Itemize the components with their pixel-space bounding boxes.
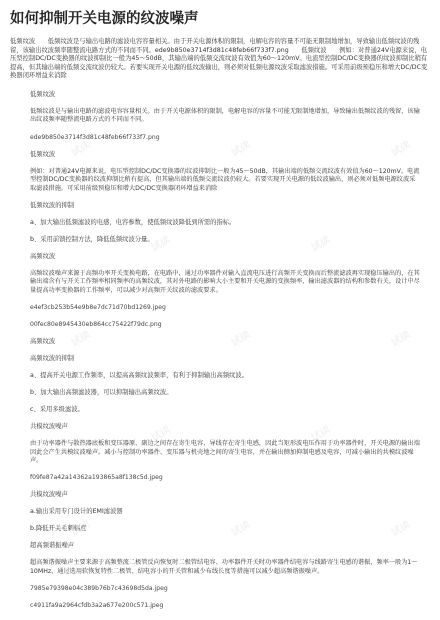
image-filename: f09fe87a42a14362a193865a8f138c5d.jpeg	[30, 474, 163, 482]
section-heading: 高频纹波	[30, 253, 56, 260]
watermark-text: 试读	[229, 139, 253, 159]
image-filename: ede9b850e3714f3d81c48feb66f733f7.png	[30, 133, 160, 141]
section-heading: 超高频谐振噪声	[30, 542, 75, 550]
intro-paragraph: 低频纹波 低频纹波是与输出电路的滤波电容容量相关。由于开关电源体积的限制，电解电容的容量不可能无限制地增加，导致输出低频纹波的残留，该输出纹波频率随整流电路方式的不同而不同。ede9b850e3714f3d81c48feb66f733f7.png 低频纹波 例如：对普通24V电源来说，电压型控制DC/DC变换器的纹波抑制比一般为45～50dB，其输出端的低频交流纹波有效值为60～120mV。电流型控制DC/DC变换器的纹波抑制比稍有提高，但其输出端的低频交流纹波仍较大。若要实现开关电源的低纹波输出，则必须对低频电源纹波采取滤波措施。可采用前级预稳压和增大DC/DC变换器闭环增益来消除	[10, 38, 428, 80]
section-heading: a、提高开关电源工作频率，以提高高频纹波频率，有利于抑制输出高频纹波。	[30, 372, 248, 380]
watermark-text: 试读	[389, 519, 413, 539]
section-heading: b、采用前馈控制方法，降低低频纹波分量。	[30, 236, 154, 243]
watermark-text: 试读	[389, 139, 413, 159]
document-body	[10, 91, 430, 610]
watermark-text: 试读	[149, 234, 173, 254]
section-heading: 低频纹波	[30, 90, 56, 98]
body-paragraph: 例如：对普通24V电源来说，电压型控制DC/DC变换器的纹波抑制比一般为45～50dB，其输出端的低频交流纹波有效值为60～120mV。电流型控制DC/DC变换器的纹波抑制比稍有提高，但其输出端的低频交流纹波仍较大。若要实现开关电源的低纹波输出，则必须对低频电源纹波采取滤波措施。可采用前级预稳压和增大DC/DC变换器闭环增益来消除	[30, 167, 420, 192]
watermark-text: 试读	[69, 519, 93, 539]
section-heading: c、采用多级滤波。	[30, 406, 84, 414]
watermark-text: 试读	[229, 329, 253, 349]
watermark-text: 试读	[389, 329, 413, 349]
image-filename: 7985e79398e04c389b76b7c43698d5da.jpeg	[30, 585, 168, 593]
watermark-text: 试读	[229, 519, 253, 539]
watermark-text: 试读	[309, 424, 333, 444]
section-heading: 高频纹波	[30, 338, 56, 346]
watermark-text: 试读	[69, 329, 93, 349]
section-heading: 共模纹波噪声	[30, 423, 68, 431]
section-heading: a、加大输出低频滤波的电感，电容参数，使低频纹波降低到所需的指标。	[30, 219, 236, 226]
section-heading: 共模纹波噪声	[30, 491, 68, 499]
section-heading: b、加大输出高频滤波器，可以抑制输出高频纹波。	[30, 389, 173, 397]
body-paragraph: 由于功率器件与散热器底板和变压器原、副边之间存在寄生电容，导线存在寄生电感，因此当矩形波电压作用于功率器件时，开关电源的输出端因此会产生共模纹波噪声。减小与控制功率器件、变压器与机壳地之间的寄生电容，并在输出侧加抑制电感及电容，可减小输出的共模纹波噪声。	[30, 440, 420, 465]
section-heading: 高频纹波的抑制	[30, 355, 75, 363]
section-heading: 低频纹波的抑制	[30, 202, 75, 209]
image-filename: 00fec80e8945430eb864cc75422f79dc.png	[30, 321, 162, 329]
section-heading: 低频纹波	[30, 150, 56, 158]
watermark-text: 试读	[69, 139, 93, 159]
body-paragraph: 高频纹波噪声来源于高频功率开关变换电路，在电路中，通过功率器件对输入直流电压进行高频开关变换而后整流滤波再实现稳压输出的，在其输出端含有与开关工作频率相同频率的高频纹波，其对外电路的影响大小主要和开关电源的变换频率、输出滤波器的结构和参数有关，设计中尽量提高功率变换器的工作频率，可以减少对高频开关纹波的滤波要求。	[30, 270, 420, 294]
section-heading: a.输出采用专门设计的EMI滤波器	[30, 508, 123, 516]
body-paragraph: 低频纹波是与输出电路的滤波电容容量相关。由于开关电源体积的限制，电解电容的容量不可能无限制地增加，导致输出低频纹波的残留，该输出纹波频率随整流电路方式的不同而不同。	[30, 107, 420, 124]
watermark-text: 试读	[309, 234, 333, 254]
watermark-text: 试读	[149, 424, 173, 444]
body-paragraph: 超高频谐振噪声主要来源于高频整流二极管反向恢复时二极管结电容、功率器件开关时功率器件结电容与线路寄生电感的谐振，频率一般为1～10MHz，通过选用软恢复特性二极管、结电容小的开关管和减少布线长度等措施可以减少超高频谐振噪声。	[30, 559, 418, 575]
section-heading: b.降低开关毛刺幅度	[30, 525, 87, 533]
page-title: 如何抑制开关电源的纹波噪声	[10, 11, 199, 27]
image-filename: c4911fa9a2964cfdb3a2a677e200c571.jpeg	[30, 602, 164, 610]
image-filename: e4ef3cb253b54e9b8e7dc71d70bd1269.jpeg	[30, 304, 166, 312]
